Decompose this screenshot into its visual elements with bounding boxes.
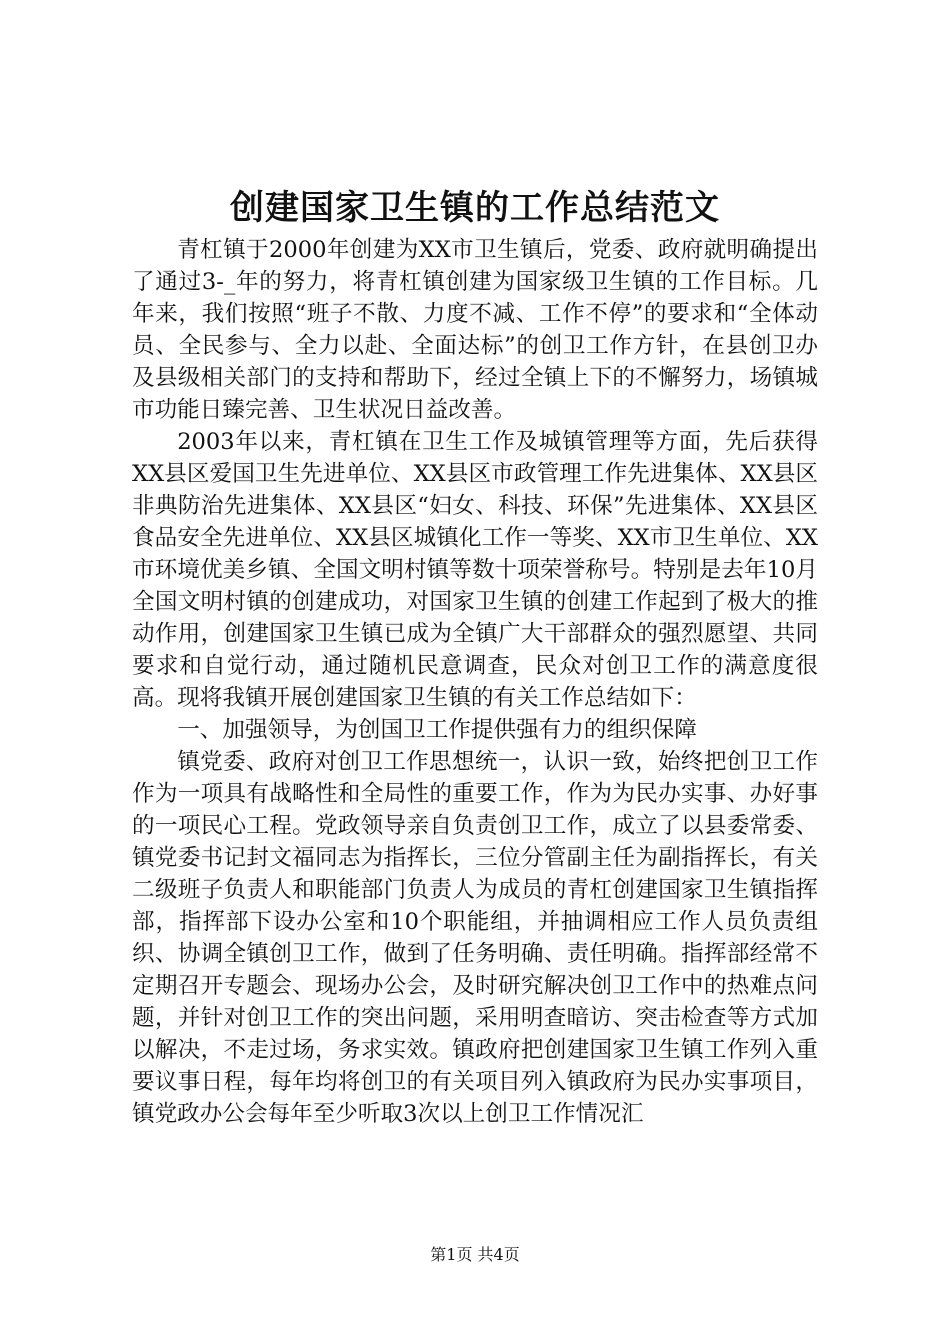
document-body [132, 234, 818, 1130]
page-footer: 第1页 共4页 [430, 1245, 520, 1264]
document-title: 创建国家卫生镇的工作总结范文 [230, 188, 720, 228]
section-paragraph: 镇党委、政府对创卫工作思想统一，认识一致，始终把创卫工作作为一项具有战略性和全局性的重要工作，作为为民办实事、办好事的一项民心工程。党政领导亲自负责创卫工作，成立了以县委常委、镇党委书记封文福同志为指挥长，三位分管副主任为副指挥长，有关二级班子负责人和职能部门负责人为成员的青杠创建国家卫生镇指挥部，指挥部下设办公室和10个职能组，并抽调相应工作人员负责组织、协调全镇创卫工作，做到了任务明确、责任明确。指挥部经常不定期召开专题会、现场办公会，及时研究解决创卫工作中的热难点问题，并针对创卫工作的突出问题，采用明查暗访、突击检查等方式加以解决，不走过场，务求实效。镇政府把创建国家卫生镇工作列入重要议事日程，每年均将创卫的有关项目列入镇政府为民办实事项目，镇党政办公会每年至少听取3次以上创卫工作情况汇 [132, 749, 818, 1127]
intro-paragraph: 青杠镇于2000年创建为XX市卫生镇后，党委、政府就明确提出了通过3-_年的努力，将青杠镇创建为国家级卫生镇的工作目标。几年来，我们按照“班子不散、力度不减、工作不停”的要求和“全体动员、全民参与、全力以赴、全面达标”的创卫工作方针，在县创卫办及县级相关部门的支持和帮助下，经过全镇上下的不懈努力，场镇城市功能日臻完善、卫生状况日益改善。 [132, 237, 818, 423]
achievements-paragraph: 2003年以来，青杠镇在卫生工作及城镇管理等方面，先后获得XX县区爱国卫生先进单位、XX县区市政管理工作先进集体、XX县区非典防治先进集体、XX县区“妇女、科技、环保”先进集体、XX县区食品安全先进单位、XX县区城镇化工作一等奖、XX市卫生单位、XX市环境优美乡镇、全国文明村镇等数十项荣誉称号。特别是去年10月全国文明村镇的创建成功，对国家卫生镇的创建工作起到了极大的推动作用，创建国家卫生镇已成为全镇广大干部群众的强烈愿望、共同要求和自觉行动，通过随机民意调查，民众对创卫工作的满意度很高。现将我镇开展创建国家卫生镇的有关工作总结如下： [132, 429, 818, 711]
section-heading: 一、加强领导，为创国卫工作提供强有力的组织保障 [177, 717, 697, 743]
